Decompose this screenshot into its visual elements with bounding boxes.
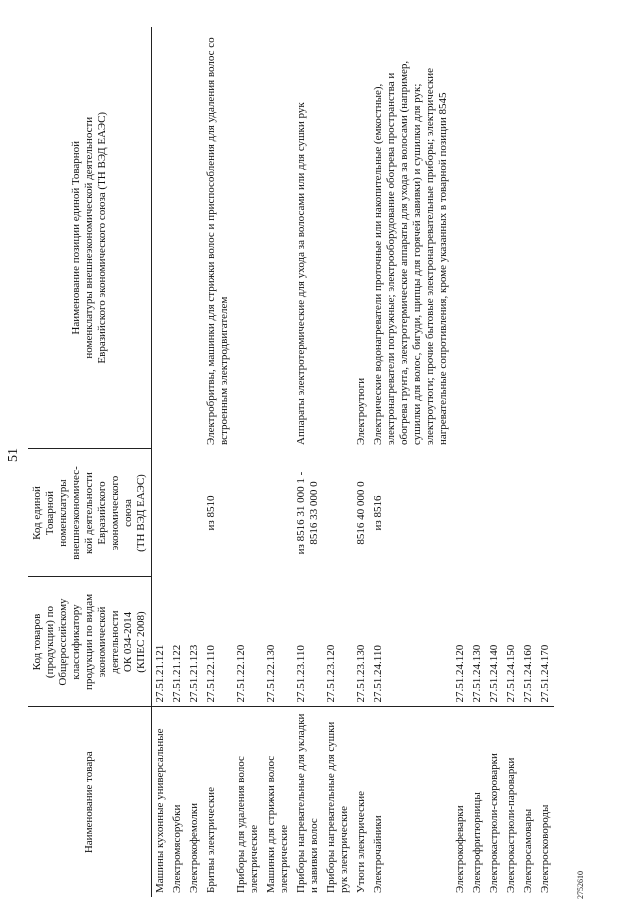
product-name-cell: Машины кухонные универсальные xyxy=(154,728,166,893)
okpd-code-cell: 27.51.22.110 xyxy=(203,577,233,707)
table-row xyxy=(263,27,293,897)
okpd-code-cell: 27.51.24.170 xyxy=(537,577,554,707)
okpd-code-cell: 27.51.21.122 xyxy=(169,577,186,707)
table-row xyxy=(469,27,486,897)
okpd-code-cell: 27.51.23.130 xyxy=(353,577,370,707)
tnved-name-cell: Аппараты электротермические для ухода за волосами или для сушки рук xyxy=(295,102,307,445)
table-row xyxy=(233,27,263,897)
product-name-cell: Приборы нагревательные для сушки рук электрические xyxy=(325,721,350,893)
table-row xyxy=(452,27,469,897)
okpd-code-cell: 27.51.22.130 xyxy=(263,577,293,707)
table-row xyxy=(323,27,353,897)
tnved-name-cell xyxy=(537,27,554,449)
tnved-code-cell xyxy=(323,449,353,577)
table-row xyxy=(370,27,452,897)
tnved-name-cell xyxy=(323,27,353,449)
footer-code: 2752610 xyxy=(576,871,585,899)
tnved-code-cell: из 8516 xyxy=(372,495,384,531)
tnved-name-cell xyxy=(263,27,293,449)
table-row xyxy=(520,27,537,897)
table-row xyxy=(186,27,203,897)
tnved-code-cell xyxy=(233,449,263,577)
tnved-code-cell xyxy=(469,449,486,577)
page-number: 51 xyxy=(6,448,21,462)
product-name-cell: Бритвы электрические xyxy=(205,787,217,893)
table-row xyxy=(537,27,554,897)
tnved-name-cell: Электроутюги xyxy=(355,377,367,445)
table-row xyxy=(503,27,520,897)
okpd-code-cell: 27.51.24.140 xyxy=(486,577,503,707)
tnved-name-cell xyxy=(503,27,520,449)
tnved-code-cell xyxy=(186,449,203,577)
product-name-cell: Приборы для удаления волос электрические xyxy=(235,756,260,893)
table-row xyxy=(486,27,503,897)
okpd-code-cell: 27.51.24.110 xyxy=(370,577,452,707)
header-tnved-code: Код единой Товарной номенклатуры внешнеэкономичес- кой деятельности Евразийского экономического союза (ТН ВЭД ЕАЭС) xyxy=(28,449,152,577)
tnved-name-cell xyxy=(520,27,537,449)
product-name-cell: Электрокофемолки xyxy=(188,803,200,893)
product-name-cell: Электромясорубки xyxy=(171,804,183,893)
table-row xyxy=(203,27,233,897)
okpd-code-cell: 27.51.22.120 xyxy=(233,577,263,707)
product-name-cell: Машинки для стрижки волос электрические xyxy=(265,755,290,893)
okpd-code-cell: 27.51.24.120 xyxy=(452,577,469,707)
okpd-code-cell: 27.51.21.121 xyxy=(152,577,170,707)
tnved-name-cell xyxy=(469,27,486,449)
okpd-code-cell: 27.51.23.120 xyxy=(323,577,353,707)
tnved-code-cell: из 8510 xyxy=(205,495,217,531)
tnved-code-cell xyxy=(169,449,186,577)
header-okpd-code: Код товаров (продукции) по Общероссийскому классификатору продукции по видам экономической деятельности ОК 034-2014 (КПЕС 2008) xyxy=(28,577,152,707)
tnved-name-cell xyxy=(486,27,503,449)
tnved-code-cell xyxy=(520,449,537,577)
header-row xyxy=(28,27,152,897)
tnved-name-cell xyxy=(152,27,170,449)
tnved-code-cell: из 8516 31 000 1 - 8516 33 000 0 xyxy=(295,471,320,555)
tnved-code-cell xyxy=(503,449,520,577)
tnved-code-cell xyxy=(486,449,503,577)
table-row xyxy=(169,27,186,897)
okpd-code-cell: 27.51.21.123 xyxy=(186,577,203,707)
tnved-code-cell xyxy=(452,449,469,577)
tnved-code-cell: 8516 40 000 0 xyxy=(355,481,367,545)
table-row xyxy=(293,27,323,897)
table-body xyxy=(152,27,555,897)
product-name-cell: Электросамовары xyxy=(522,808,534,893)
header-tnved-name: Наименование позиции единой Товарной номенклатуры внешнеэкономической деятельности Евразийского экономического союза (ТН ВЭД ЕАЭС) xyxy=(28,27,152,449)
product-name-cell: Электрофритюрницы xyxy=(471,792,483,893)
tnved-code-cell xyxy=(263,449,293,577)
okpd-code-cell: 27.51.24.130 xyxy=(469,577,486,707)
tnved-name-cell xyxy=(452,27,469,449)
header-product-name: Наименование товара xyxy=(28,707,152,897)
table-row xyxy=(152,27,170,897)
product-name-cell: Утюги электрические xyxy=(355,790,367,893)
tnved-code-cell xyxy=(537,449,554,577)
product-name-cell: Электросковороды xyxy=(539,804,551,893)
product-name-cell: Электрокофеварки xyxy=(454,805,466,893)
product-name-cell: Электрокастрюли-пароварки xyxy=(505,757,517,893)
table-row xyxy=(353,27,370,897)
tnved-name-cell xyxy=(169,27,186,449)
okpd-code-cell: 27.51.23.110 xyxy=(293,577,323,707)
tnved-name-cell: Электрические водонагреватели проточные или накопительные (емкостные), электронагреватели погружные; электрооборудование обогрева пространства и обогрева грунта, электротермические аппараты для ухода за волосами (например, сушилки для волос, бигуди, щипцы для горячей завивки) и сушилки для рук; электроутюги; прочие бытовые электронагревательные приборы; электрические нагревательные сопротивления, кроме указанных в товарной позиции 8545 xyxy=(372,60,449,445)
tnved-name-cell: Электробритвы, машинки для стрижки волос и приспособления для удаления волос со встроенным электродвигателем xyxy=(205,37,230,445)
tnved-name-cell xyxy=(186,27,203,449)
product-name-cell: Электрокастрюли-скороварки xyxy=(488,753,500,893)
classification-table xyxy=(28,27,554,897)
tnved-code-cell xyxy=(152,449,170,577)
product-name-cell: Электрочайники xyxy=(372,815,384,893)
okpd-code-cell: 27.51.24.160 xyxy=(520,577,537,707)
product-name-cell: Приборы нагревательные для укладки и завивки волос xyxy=(295,713,320,893)
tnved-name-cell xyxy=(233,27,263,449)
okpd-code-cell: 27.51.24.150 xyxy=(503,577,520,707)
